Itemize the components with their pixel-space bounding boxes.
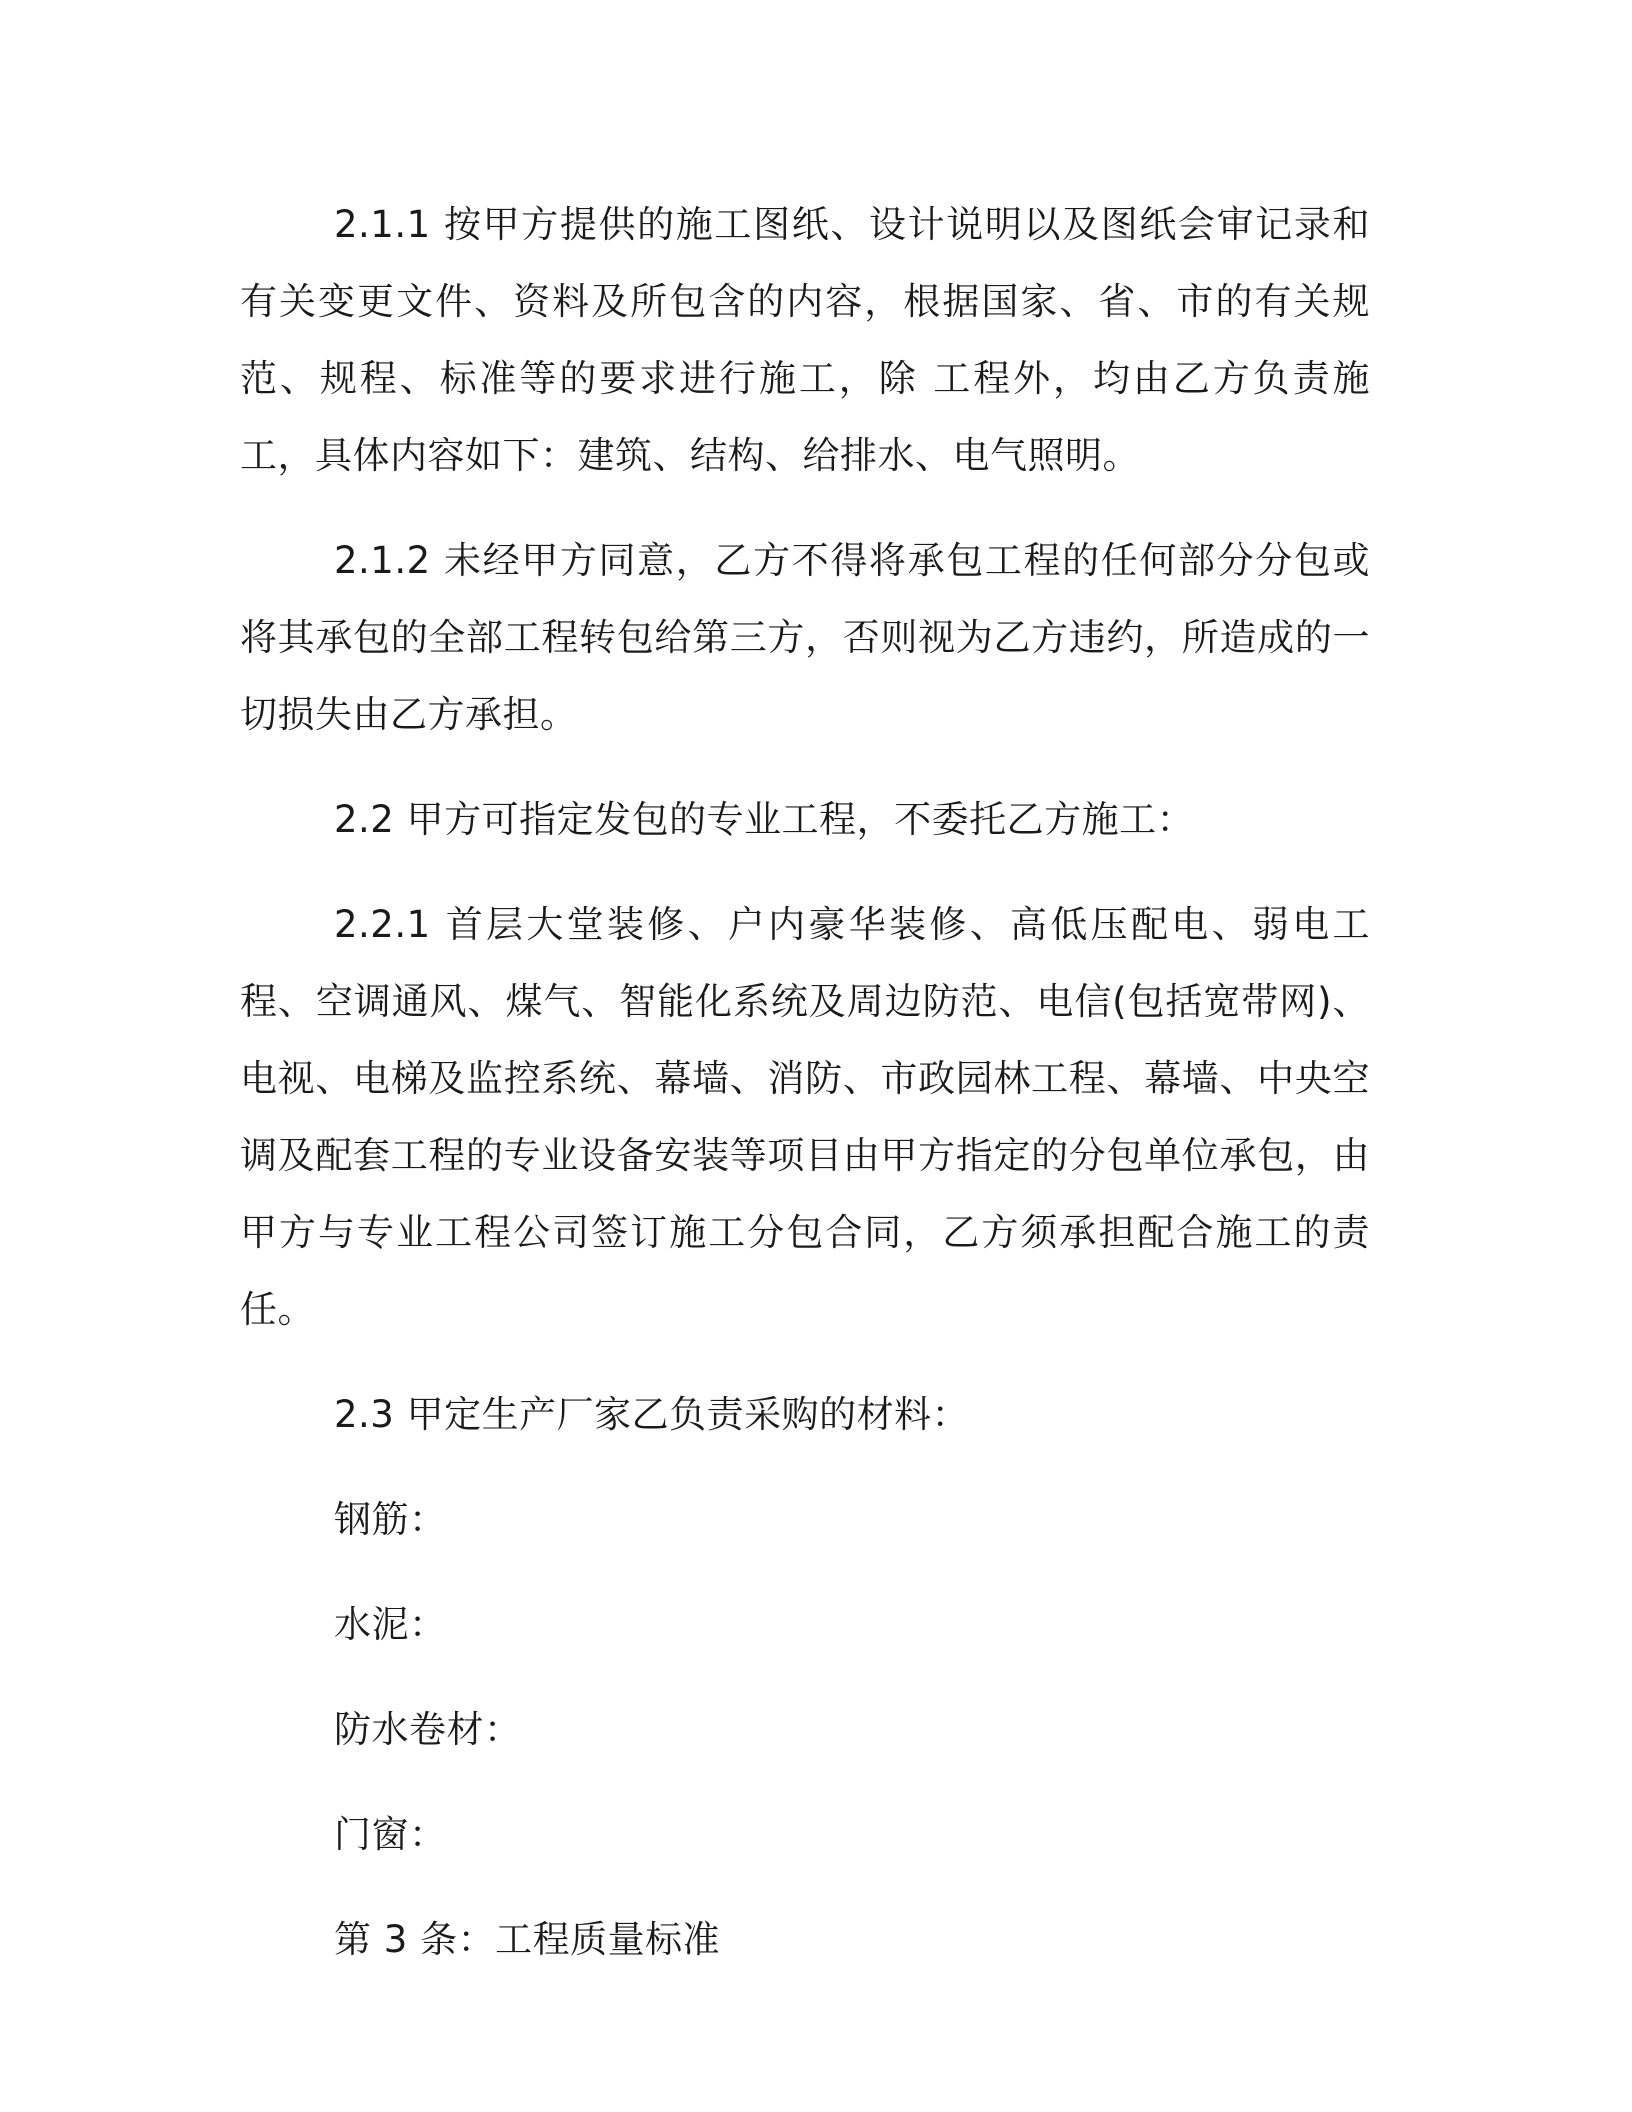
paragraph-gap xyxy=(240,753,1370,781)
section-heading: 第 3 条：工程质量标准 xyxy=(334,1918,721,1961)
paragraph-gap xyxy=(240,1453,1370,1481)
paragraph-gap xyxy=(240,1768,1370,1796)
paragraph-2-1-2: 2.1.2 未经甲方同意，乙方不得将承包工程的任何部分分包或将其承包的全部工程转包给第三方，否则视为乙方违约，所造成的一切损失由乙方承担。 xyxy=(240,539,1370,736)
paragraph-gap xyxy=(240,1348,1370,1376)
paragraph-gap xyxy=(240,1873,1370,1901)
material-waterproof-membrane: 防水卷材： xyxy=(334,1708,522,1751)
paragraph-2-2: 2.2 甲方可指定发包的专业工程，不委托乙方施工： xyxy=(334,798,1195,841)
paragraph-gap xyxy=(240,1663,1370,1691)
paragraph-gap xyxy=(240,1558,1370,1586)
document-body xyxy=(240,186,1370,1978)
material-doors-windows: 门窗： xyxy=(334,1813,447,1856)
paragraph-2-3: 2.3 甲定生产厂家乙负责采购的材料： xyxy=(334,1393,970,1436)
paragraph-gap xyxy=(240,858,1370,886)
material-cement: 水泥： xyxy=(334,1603,447,1646)
paragraph-gap xyxy=(240,494,1370,522)
paragraph-2-2-1: 2.2.1 首层大堂装修、户内豪华装修、高低压配电、弱电工程、空调通风、煤气、智能化系统及周边防范、电信(包括宽带网)、电视、电梯及监控系统、幕墙、消防、市政园林工程、幕墙、中央空调及配套工程的专业设备安装等项目由甲方指定的分包单位承包，由甲方与专业工程公司签订施工分包合同，乙方须承担配合施工的责任。 xyxy=(240,903,1370,1331)
paragraph-2-1-1: 2.1.1 按甲方提供的施工图纸、设计说明以及图纸会审记录和有关变更文件、资料及所包含的内容，根据国家、省、市的有关规范、规程、标准等的要求进行施工，除 工程外，均由乙方负责施工，具体内容如下：建筑、结构、给排水、电气照明。 xyxy=(240,203,1370,477)
material-steel: 钢筋： xyxy=(334,1498,447,1541)
